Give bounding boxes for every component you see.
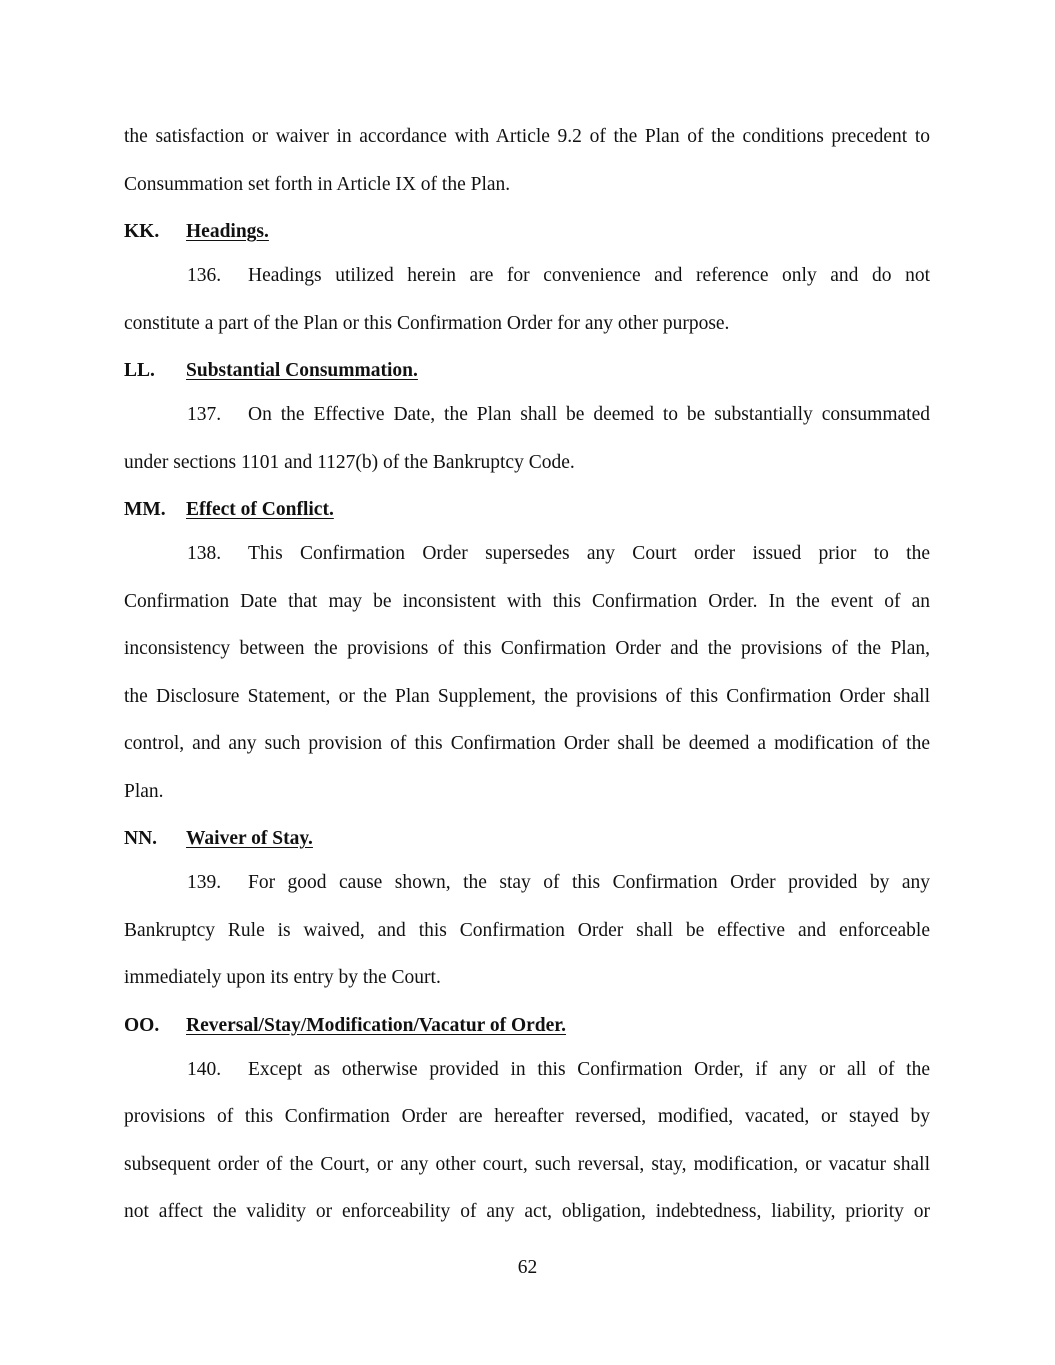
- section-title: Effect of Conflict.: [186, 499, 334, 520]
- paragraph-line: control, and any such provision of this Confirmation Order shall be deemed a modification of the: [124, 733, 930, 754]
- paragraph-number: 136.: [187, 265, 222, 286]
- paragraph-line: provisions of this Confirmation Order are hereafter reversed, modified, vacated, or stayed by: [124, 1106, 930, 1127]
- document-page: [124, 118, 930, 1241]
- paragraph-number: 140.: [187, 1058, 222, 1080]
- paragraph-line: the Disclosure Statement, or the Plan Supplement, the provisions of this Confirmation Order shall: [124, 685, 930, 707]
- paragraph-first-line: [124, 396, 930, 444]
- paragraph-first-line: [124, 535, 930, 583]
- paragraph-number: 138.: [187, 543, 222, 564]
- paragraph-line: Confirmation Date that may be inconsistent with this Confirmation Order. In the event of an: [124, 590, 930, 612]
- section-heading-mm: [124, 491, 930, 535]
- paragraph-text: Headings utilized herein are for convenience and reference only and do not: [248, 265, 930, 286]
- section-letter: NN.: [124, 828, 158, 849]
- section-letter: OO.: [124, 1014, 160, 1036]
- section-title: Headings.: [186, 221, 269, 242]
- paragraph-text: On the Effective Date, the Plan shall be deemed to be substantially consummated: [248, 404, 930, 425]
- section-letter: LL.: [124, 360, 155, 381]
- paragraph-line: inconsistency between the provisions of this Confirmation Order and the provisions of the Plan,: [124, 638, 930, 659]
- section-heading-nn: [124, 820, 930, 864]
- paragraph-text: For good cause shown, the stay of this Confirmation Order provided by any: [248, 872, 930, 893]
- paragraph-line: Plan.: [124, 780, 164, 802]
- paragraph-line: Consummation set forth in Article IX of the Plan.: [124, 173, 511, 195]
- paragraph-line: the satisfaction or waiver in accordance with Article 9.2 of the Plan of the conditions precedent to: [124, 126, 930, 147]
- paragraph-line: not affect the validity or enforceability of any act, obligation, indebtedness, liability, priority or: [124, 1201, 930, 1222]
- paragraph-first-line: [124, 864, 930, 912]
- paragraph-line: subsequent order of the Court, or any other court, such reversal, stay, modification, or vacatur shall: [124, 1153, 930, 1175]
- paragraph-number: 137.: [187, 404, 222, 425]
- section-heading-kk: [124, 213, 930, 257]
- paragraph-first-line: [124, 1051, 930, 1099]
- paragraph-line: under sections 1101 and 1127(b) of the Bankruptcy Code.: [124, 451, 575, 473]
- section-letter: KK.: [124, 221, 160, 242]
- page-number: 62: [517, 1257, 538, 1278]
- paragraph-text: Except as otherwise provided in this Confirmation Order, if any or all of the: [248, 1058, 930, 1080]
- section-heading-ll: [124, 352, 930, 396]
- paragraph-text: This Confirmation Order supersedes any Court order issued prior to the: [248, 543, 930, 564]
- section-title: Reversal/Stay/Modification/Vacatur of Order.: [186, 1014, 567, 1036]
- paragraph-first-line: [124, 257, 930, 305]
- section-heading-oo: [124, 1007, 930, 1051]
- paragraph-line: Bankruptcy Rule is waived, and this Confirmation Order shall be effective and enforceable: [124, 919, 930, 941]
- paragraph-number: 139.: [187, 872, 222, 893]
- section-title: Waiver of Stay.: [186, 828, 313, 849]
- paragraph-line: immediately upon its entry by the Court.: [124, 967, 441, 988]
- paragraph-line: constitute a part of the Plan or this Confirmation Order for any other purpose.: [124, 312, 730, 334]
- section-title: Substantial Consummation.: [186, 360, 418, 381]
- section-letter: MM.: [124, 499, 166, 520]
